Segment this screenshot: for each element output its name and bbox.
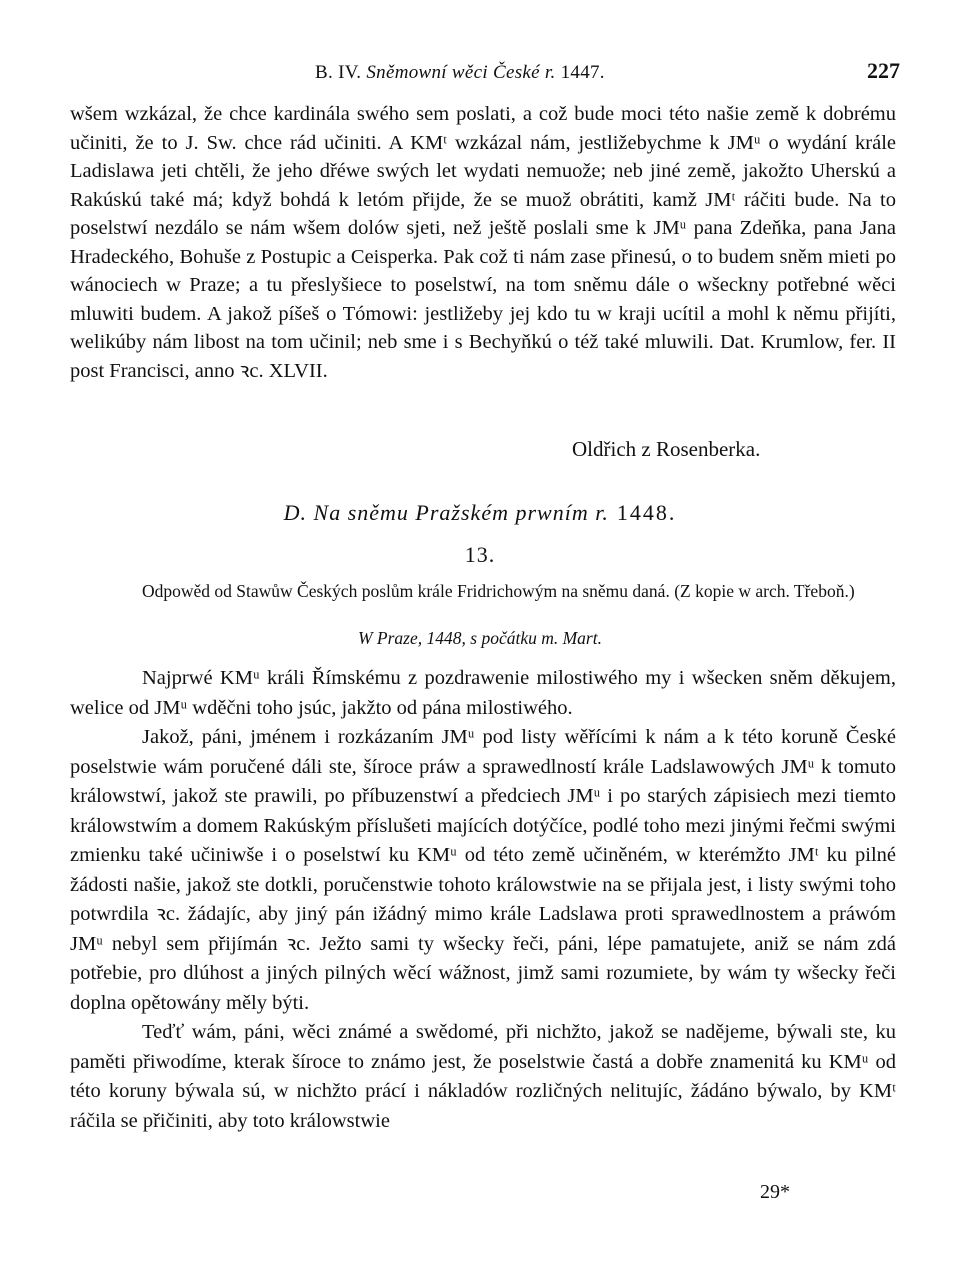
letter-paragraph: wšem wzkázal, že chce kardinála swého sem poslati, a což bude moci této našie země k dobrému učiniti, že to J. Sw. chce rád učiniti. A KMᵗ wzkázal nám, jestližebychme k JMᵘ o wydání krále Ladislawa jeti chtěli, že jeho dřéwe swých let wydati nemuože; neb jiné země, jakožto Uherskú a Rakúskú také má; když bohdá k letóm přijde, že se muož obrátiti, kamž JMᵗ ráčiti bude. Na to poselstwí nezdálo se nám wšem dolów sjeti, než ještě poslali sme k JMᵘ pana Zdeňka, pana Jana Hradeckého, Bohuše z Postupic a Ceisperka. Pak což ti nám zase přinesú, o to budem sněm mieti po wánociech w Praze; a tu přeslyšiece to poselstwí, na tom sněmu dále o wšeckny potřebné wěci mluwiti budem. A jakož píšeš o Tómowi: jestližeby jej kdo tu w kraji ucítil a mohl k němu přijíti, welikúby nám libost na tom učinil; neb sme i s Bechyňkú o též také mluwili. Dat. Krumlow, fer. II post Francisci, anno ꝛc. XLVII. xyxy=(70,103,896,382)
signature-mark: 29* xyxy=(760,1181,790,1203)
body-paragraph-2: Jakož, páni, jménem i rozkázaním JMᵘ pod listy wěřícími k nám a k této koruně České poselstwie wám poručené dáli ste, šíroce práw a sprawedlností krále Ladslawowých JMᵘ k tomuto králowstwí, jakož ste prawili, po příbuzenstwí a předciech JMᵘ i po starých zápisiech mezi tiemto králowstwím a domem Rakúským příslušeti majících dotýčíce, podlé toho mezi jinými řečmi swými zmienku také učiniwše i o poselstwí ku KMᵘ od této země učiněném, w kterémžto JMᵗ ku pilné žádosti našie, jakož ste dotkli, poručenstwie tohoto králowstwie na se přijala jest, i listy swými toho potwrdila ꝛc. žádajíc, aby jiný pán ižádný mimo krále Ladslawa proti sprawedlnostem a práwóm JMᵘ nebyl sem přijímán ꝛc. Ježto sami ty wšecky řeči, páni, lépe pamatujete, aniž se nám zdá potřebie, pro dlúhost a jiných pilných wěcí wážnost, jimž sami rozumiete, by wám ty wšecky řeči doplna opětowány měly býti. xyxy=(70,726,896,1014)
section-year: 1448. xyxy=(616,500,677,525)
running-title-year: 1447. xyxy=(555,62,605,83)
running-title xyxy=(315,62,605,84)
document-body xyxy=(70,664,896,1136)
running-title-italic: Sněmowní wěci České r. xyxy=(366,62,556,83)
running-title-volume: B. IV. xyxy=(315,62,367,83)
section-heading xyxy=(0,500,960,526)
letter-signature: Oldřich z Rosenberka. xyxy=(572,437,761,461)
page-number: 227 xyxy=(867,58,900,83)
body-paragraph-1: Najprwé KMᵘ králi Římskému z pozdrawenie milostiwého my i wšecken sněm děkujem, welice od JMᵘ wděčni toho jsúc, jakžto od pána milostiwého. xyxy=(70,667,896,719)
running-header xyxy=(70,58,910,90)
document-dateline: W Praze, 1448, s počátku m. Mart. xyxy=(357,628,602,648)
section-letter: D. xyxy=(283,500,308,525)
document-number: 13. xyxy=(464,542,496,567)
body-paragraph-3: Teďť wám, páni, wěci známé a swědomé, při nichžto, jakož se nadějeme, býwali ste, ku paměti přiwodíme, kterak šíroce to známo jest, že poselstwie častá a dobře znamenitá ku KMᵘ od této koruny býwala sú, w nichžto prácí i nákladów rozličných nelitujíc, žádáno býwalo, by KMᵗ ráčila se přičiniti, aby toto králowstwie xyxy=(70,1021,896,1132)
section-title: Na sněmu Pražském prwním r. xyxy=(313,500,609,525)
document-rubric: Odpowěd od Stawůw Českých poslům krále Fridrichowým na sněmu daná. (Z kopie w arch. Třeboň.) xyxy=(142,581,855,601)
letter-continuation xyxy=(70,100,896,385)
